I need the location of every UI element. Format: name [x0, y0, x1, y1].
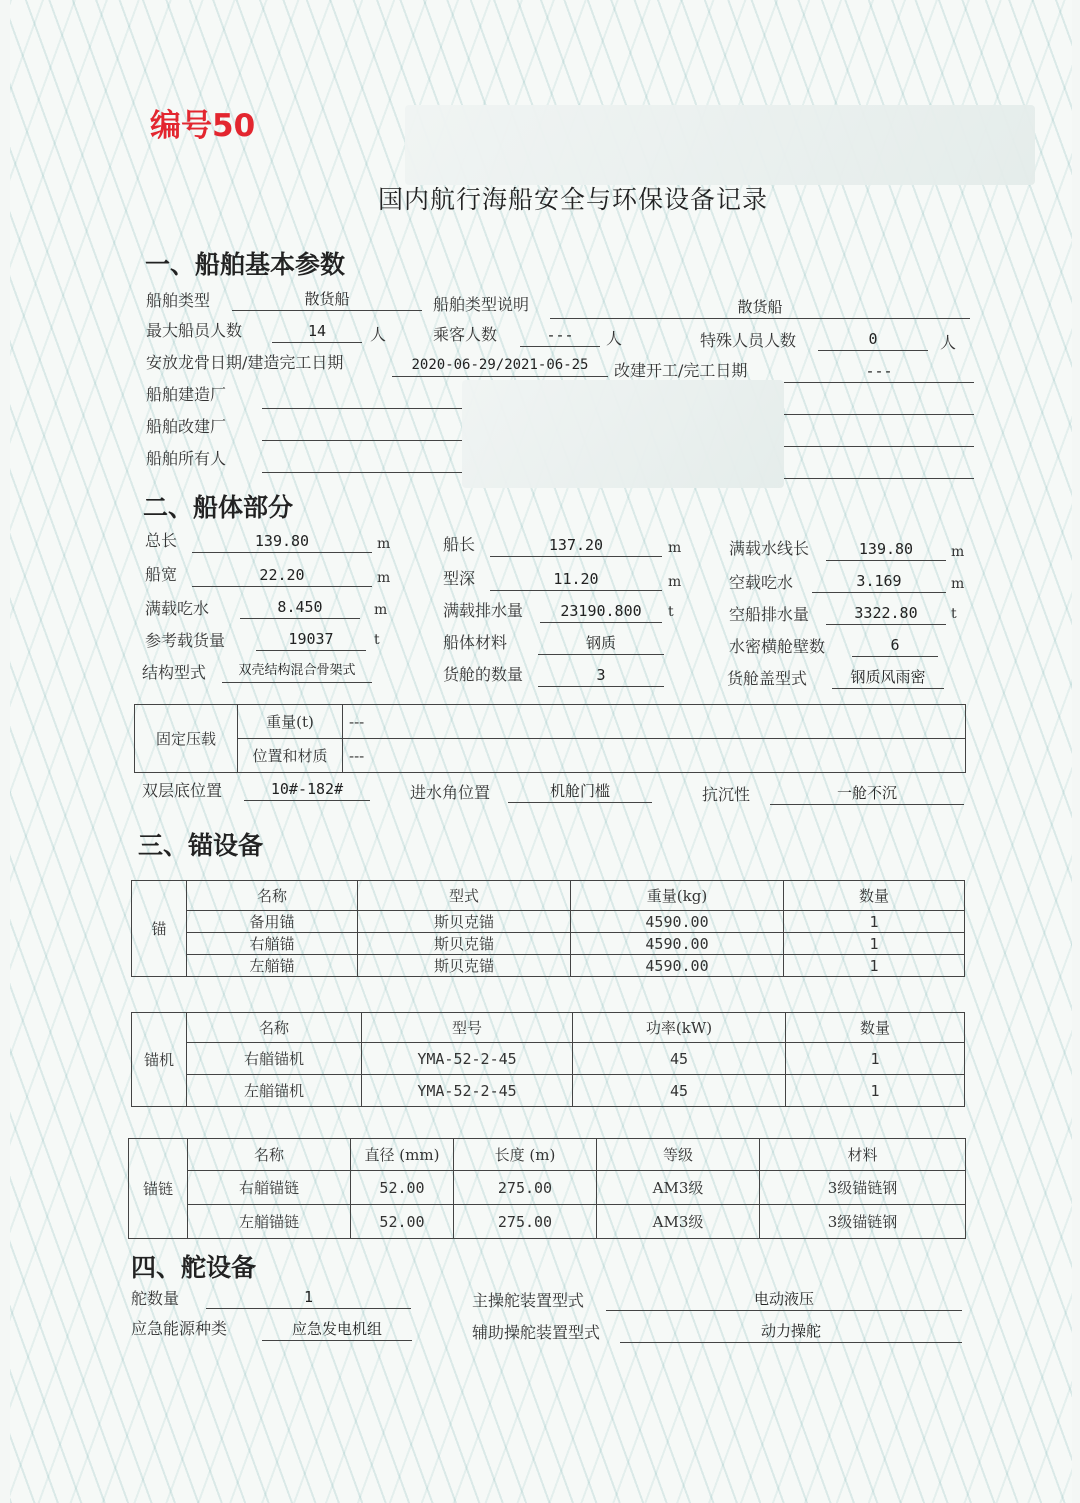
windlass-group-label: 锚机 — [132, 1013, 187, 1107]
ship-type-desc-value: 散货船 — [550, 296, 970, 319]
windlass-cell: 左艏锚机 — [187, 1075, 362, 1107]
anchor-cell: 4590.00 — [571, 955, 784, 977]
section2-heading: 二、船体部分 — [143, 493, 294, 522]
redacted-header-area — [405, 105, 1035, 185]
dwt-label: 参考载货量 — [145, 631, 226, 650]
anchor-header: 名称 — [187, 881, 358, 911]
anchor-cell: 1 — [784, 955, 965, 977]
section1-heading: 一、船舶基本参数 — [145, 250, 346, 279]
special-value: 0 — [818, 328, 928, 351]
main-steering-label: 主操舵装置型式 — [472, 1291, 585, 1310]
light-draft-value: 3.169 — [812, 570, 946, 593]
table-row — [132, 933, 965, 955]
document-number: 编号50 — [150, 108, 256, 144]
windlass-header: 名称 — [187, 1013, 362, 1043]
main-steering-value: 电动液压 — [606, 1288, 962, 1311]
loa-label: 总长 — [145, 531, 178, 550]
structure-label: 结构型式 — [142, 663, 207, 682]
modifier-value — [262, 418, 462, 441]
rudder-count-value: 1 — [206, 1286, 411, 1309]
windlass-cell: 右艏锚机 — [187, 1043, 362, 1075]
lwl-value: 139.80 — [826, 538, 946, 561]
anchor-header: 数量 — [784, 881, 965, 911]
full-disp-unit: t — [668, 604, 674, 620]
depth-unit: m — [668, 574, 682, 590]
lwl-label: 满载水线长 — [729, 539, 810, 558]
chain-cell: 52.00 — [351, 1171, 454, 1205]
light-draft-label: 空载吃水 — [729, 573, 794, 592]
windlass-cell: 1 — [786, 1043, 965, 1075]
windlass-cell: YMA-52-2-45 — [362, 1043, 573, 1075]
chain-cell: AM3级 — [597, 1205, 760, 1239]
max-crew-value: 14 — [272, 320, 362, 343]
ballast-position-label: 位置和材质 — [238, 739, 343, 773]
anchor-header: 重量(kg) — [571, 881, 784, 911]
unsinkable-value: 一舱不沉 — [770, 782, 964, 805]
chain-cell: 右艏锚链 — [188, 1171, 351, 1205]
holds-value: 3 — [538, 664, 664, 687]
flooding-label: 进水角位置 — [410, 783, 491, 802]
chain-cell: 275.00 — [454, 1171, 597, 1205]
ship-type-desc-label: 船舶类型说明 — [433, 295, 530, 314]
chain-header: 等级 — [597, 1139, 760, 1171]
chain-cell: 52.00 — [351, 1205, 454, 1239]
table-row — [132, 1043, 965, 1075]
anchor-cell: 右艏锚 — [187, 933, 358, 955]
light-disp-value: 3322.80 — [826, 602, 946, 625]
windlass-cell: 45 — [573, 1075, 786, 1107]
ship-type-label: 船舶类型 — [146, 291, 211, 310]
depth-label: 型深 — [443, 569, 476, 588]
light-draft-unit: m — [951, 576, 965, 592]
chain-header: 直径 (mm) — [351, 1139, 454, 1171]
owner-value-right — [784, 456, 974, 479]
anchor-header: 型式 — [358, 881, 571, 911]
chain-table — [128, 1138, 966, 1239]
anchor-cell: 4590.00 — [571, 911, 784, 933]
modifier-label: 船舶改建厂 — [146, 417, 227, 436]
page-title: 国内航行海船安全与环保设备记录 — [378, 185, 769, 214]
section3-heading: 三、锚设备 — [138, 831, 264, 860]
max-crew-label: 最大船员人数 — [146, 321, 243, 340]
redacted-yard-area — [462, 380, 784, 488]
mod-date-value: --- — [784, 360, 974, 383]
anchor-cell: 斯贝克锚 — [358, 911, 571, 933]
builder-label: 船舶建造厂 — [146, 385, 227, 404]
windlass-header: 功率(kW) — [573, 1013, 786, 1043]
passengers-label: 乘客人数 — [433, 325, 498, 344]
windlass-header: 数量 — [786, 1013, 965, 1043]
mod-date-label: 改建开工/完工日期 — [614, 361, 748, 380]
loa-value: 139.80 — [192, 530, 372, 553]
structure-value: 双壳结构混合骨架式 — [222, 660, 372, 683]
full-disp-label: 满载排水量 — [443, 601, 524, 620]
lwl-unit: m — [951, 544, 965, 560]
breadth-value: 22.20 — [192, 564, 372, 587]
table-row — [132, 955, 965, 977]
modifier-value-right — [784, 424, 974, 447]
flooding-value: 机舱门槛 — [508, 780, 652, 803]
windlass-table — [131, 1012, 965, 1107]
anchor-table — [131, 880, 965, 977]
material-label: 船体材料 — [443, 633, 508, 652]
full-disp-value: 23190.800 — [540, 600, 662, 623]
anchor-cell: 1 — [784, 911, 965, 933]
double-bottom-label: 双层底位置 — [142, 781, 223, 800]
anchor-cell: 斯贝克锚 — [358, 955, 571, 977]
unsinkable-label: 抗沉性 — [702, 785, 751, 804]
special-unit: 人 — [940, 333, 957, 352]
chain-cell: 左艏锚链 — [188, 1205, 351, 1239]
ship-type-value: 散货船 — [232, 288, 422, 311]
passengers-unit: 人 — [606, 329, 623, 348]
double-bottom-value: 10#-182# — [244, 778, 370, 801]
anchor-cell: 备用锚 — [187, 911, 358, 933]
builder-value — [262, 386, 462, 409]
light-disp-unit: t — [951, 606, 957, 622]
chain-header: 长度 (m) — [454, 1139, 597, 1171]
bulkheads-label: 水密横舱壁数 — [729, 637, 826, 656]
anchor-cell: 左艏锚 — [187, 955, 358, 977]
owner-label: 船舶所有人 — [146, 449, 227, 468]
hatch-label: 货舱盖型式 — [727, 669, 808, 688]
windlass-cell: YMA-52-2-45 — [362, 1075, 573, 1107]
light-disp-label: 空船排水量 — [729, 605, 810, 624]
material-value: 钢质 — [538, 632, 664, 655]
ballast-weight-label: 重量(t) — [238, 705, 343, 739]
table-row — [132, 1075, 965, 1107]
loa-unit: m — [377, 536, 391, 552]
windlass-cell: 45 — [573, 1043, 786, 1075]
owner-value — [262, 450, 462, 473]
full-draft-label: 满载吃水 — [145, 599, 210, 618]
table-row — [132, 911, 965, 933]
breadth-label: 船宽 — [145, 565, 178, 584]
full-draft-unit: m — [374, 602, 388, 618]
emergency-label: 应急能源种类 — [131, 1319, 228, 1338]
anchor-cell: 斯贝克锚 — [358, 933, 571, 955]
chain-cell: AM3级 — [597, 1171, 760, 1205]
max-crew-unit: 人 — [370, 325, 387, 344]
ballast-position-value: --- — [343, 739, 966, 773]
fixed-ballast-table — [134, 704, 966, 773]
special-label: 特殊人员人数 — [700, 331, 797, 350]
holds-label: 货舱的数量 — [443, 665, 524, 684]
chain-group-label: 锚链 — [129, 1139, 188, 1239]
rudder-count-label: 舵数量 — [131, 1289, 180, 1308]
windlass-cell: 1 — [786, 1075, 965, 1107]
lpp-label: 船长 — [443, 535, 476, 554]
full-draft-value: 8.450 — [240, 596, 360, 619]
builder-value-right — [784, 392, 974, 415]
anchor-cell: 4590.00 — [571, 933, 784, 955]
hatch-value: 钢质风雨密 — [832, 666, 944, 689]
lpp-value: 137.20 — [490, 534, 662, 557]
anchor-cell: 1 — [784, 933, 965, 955]
aux-steering-value: 动力操舵 — [620, 1320, 962, 1343]
ballast-label: 固定压载 — [135, 705, 238, 773]
chain-cell: 3级锚链钢 — [760, 1205, 966, 1239]
chain-cell: 3级锚链钢 — [760, 1171, 966, 1205]
chain-header: 材料 — [760, 1139, 966, 1171]
chain-header: 名称 — [188, 1139, 351, 1171]
depth-value: 11.20 — [490, 568, 662, 591]
bulkheads-value: 6 — [852, 634, 938, 657]
windlass-header: 型号 — [362, 1013, 573, 1043]
keel-date-value: 2020-06-29/2021-06-25 — [392, 354, 608, 377]
dwt-value: 19037 — [256, 628, 366, 651]
chain-cell: 275.00 — [454, 1205, 597, 1239]
dwt-unit: t — [374, 632, 380, 648]
lpp-unit: m — [668, 540, 682, 556]
passengers-value: --- — [520, 324, 600, 347]
anchor-group-label: 锚 — [132, 881, 187, 977]
table-row — [129, 1205, 966, 1239]
breadth-unit: m — [377, 570, 391, 586]
table-row — [129, 1171, 966, 1205]
aux-steering-label: 辅助操舵装置型式 — [472, 1323, 601, 1342]
keel-date-label: 安放龙骨日期/建造完工日期 — [146, 353, 344, 372]
section4-heading: 四、舵设备 — [131, 1253, 257, 1282]
ballast-weight-value: --- — [343, 705, 966, 739]
emergency-value: 应急发电机组 — [262, 1318, 412, 1341]
